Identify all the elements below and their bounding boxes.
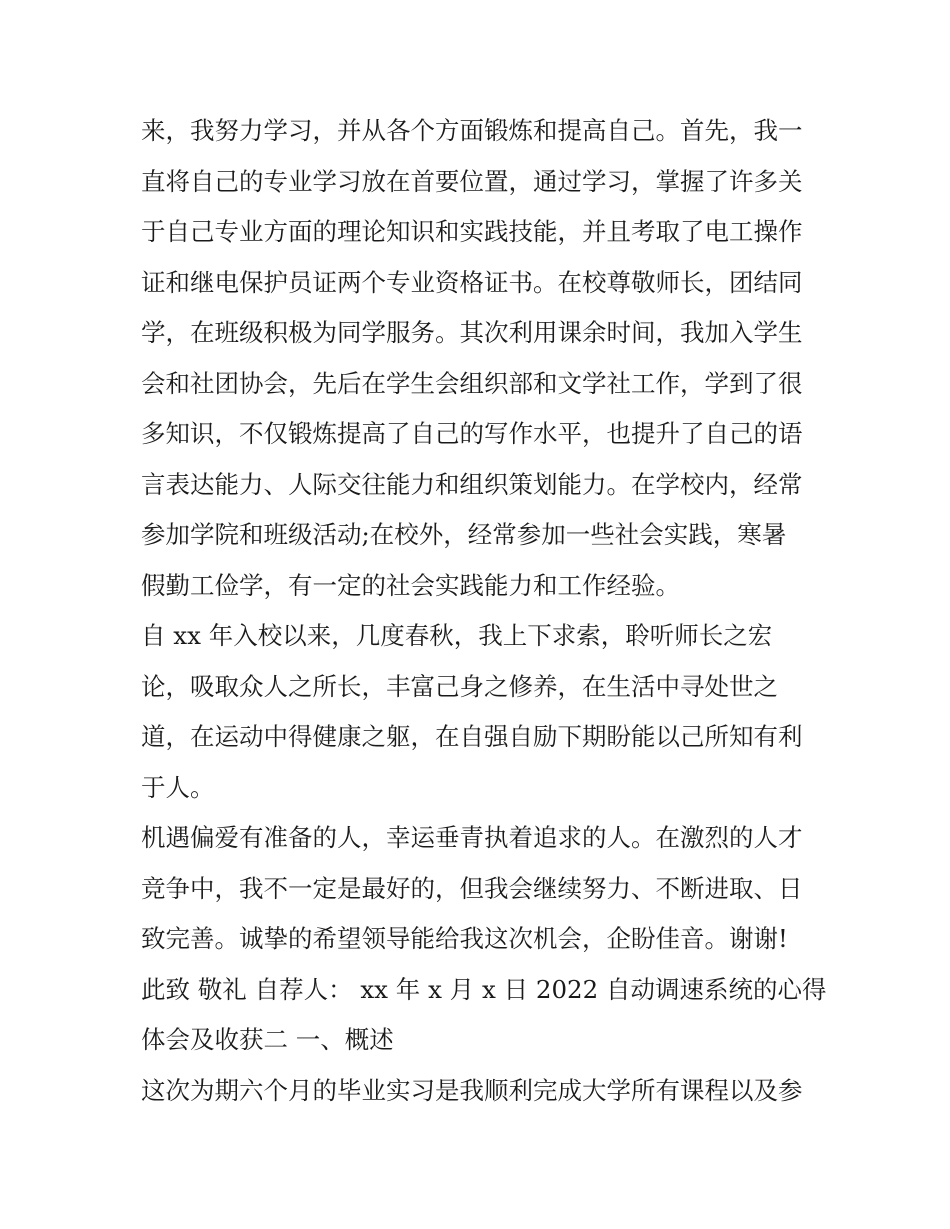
text-line: 学，在班级积极为同学服务。其次利用课余时间，我加入学生 — [141, 318, 803, 347]
text-line: 自 xx 年入校以来，几度春秋，我上下求索，聆听师长之宏 — [141, 621, 773, 650]
text-line: 假勤工俭学，有一定的社会实践能力和工作经验。 — [141, 570, 680, 600]
text-line: 于自己专业方面的理论知识和实践技能，并且考取了电工操作 — [141, 217, 803, 246]
text-line: 竞争中，我不一定是最好的，但我会继续努力、不断进取、日 — [141, 873, 803, 903]
text-line: 机遇偏爱有准备的人，幸运垂青执着追求的人。在激烈的人才 — [141, 823, 803, 852]
text-line: 于人。 — [141, 772, 215, 802]
text-line: 致完善。诚挚的希望领导能给我这次机会，企盼佳音。谢谢! — [141, 924, 788, 953]
text-line: 道，在运动中得健康之躯，在自强自励下期盼能以己所知有利 — [141, 722, 803, 751]
text-line: 来，我努力学习，并从各个方面锻炼和提高自己。首先，我一 — [141, 116, 803, 145]
text-line: 多知识，不仅锻炼提高了自己的写作水平，也提升了自己的语 — [141, 419, 803, 448]
text-line: 言表达能力、人际交往能力和组织策划能力。在学校内，经常 — [141, 469, 803, 499]
text-line: 论，吸取众人之所长，丰富己身之修养，在生活中寻处世之 — [141, 671, 778, 701]
text-line: 会和社团协会，先后在学生会组织部和文学社工作，学到了很 — [141, 368, 803, 398]
text-line: 直将自己的专业学习放在首要位置，通过学习，掌握了许多关 — [141, 166, 803, 196]
text-line: 参加学院和班级活动;在校外，经常参加一些社会实践，寒暑 — [141, 520, 787, 549]
text-line: 这次为期六个月的毕业实习是我顺利完成大学所有课程以及参 — [141, 1075, 803, 1105]
text-line: 体会及收获二 一、概述 — [141, 1025, 394, 1054]
text-line: 证和继电保护员证两个专业资格证书。在校尊敬师长，团结同 — [141, 267, 803, 297]
body-text — [141, 106, 827, 1116]
text-line: 此致 敬礼 自荐人： xx 年 x 月 x 日 2022 自动调速系统的心得 — [141, 974, 827, 1004]
